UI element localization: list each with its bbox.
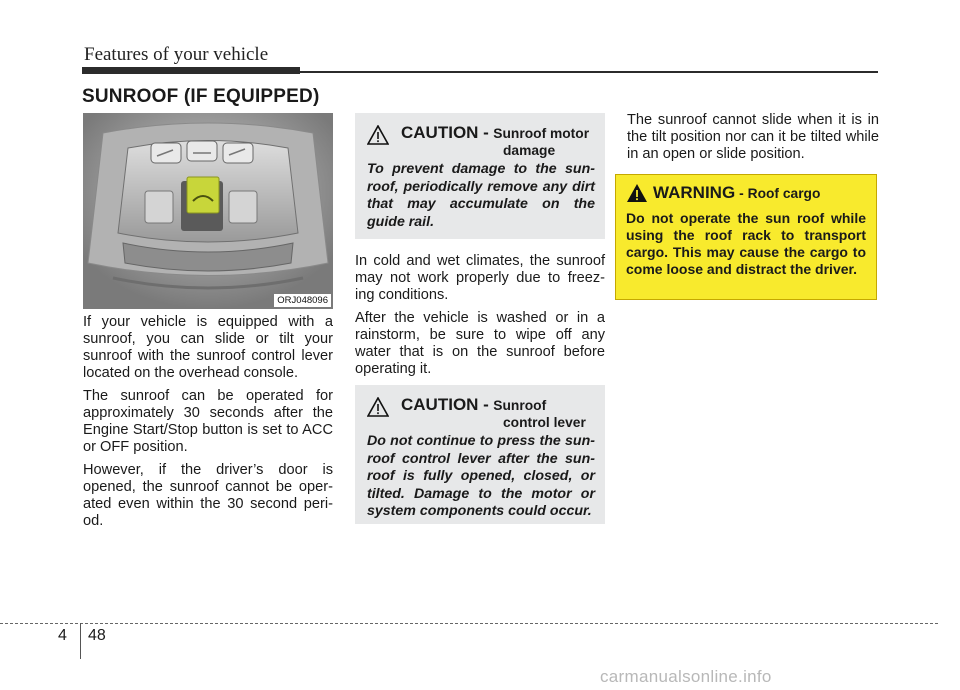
warning-label: WARNING: [653, 183, 736, 202]
overhead-console-illustration: [83, 113, 333, 309]
caution-heading: [367, 395, 595, 433]
header-rule-thin: [300, 71, 878, 73]
footer-divider: [80, 623, 81, 659]
footer-dashed-rule: [0, 623, 938, 624]
paragraph: The sunroof cannot slide when it is in the tilt position nor can it be tilted while in an open or slide position.: [627, 112, 879, 162]
column-1-text: [83, 314, 333, 536]
caution-subtitle: Sunroof: [493, 398, 547, 413]
caution-body: Do not continue to press the sun- roof control lever after the sun- roof is fully opened, closed, or tilted. Damage to the motor or system components could occur.: [367, 433, 595, 519]
caution-subtitle-line2: damage: [503, 143, 556, 158]
caution-body: To prevent damage to the sun- roof, periodically remove any dirt that may accumulate on the guide rail.: [367, 161, 595, 230]
photo-caption: ORJ048096: [274, 294, 331, 307]
caution-box-control-lever: [355, 385, 605, 524]
column-3-text: [627, 112, 879, 169]
caution-box-sunroof-motor: [355, 113, 605, 239]
paragraph: However, if the driver’s door is opened, the sunroof cannot be oper- ated even within the 30 second peri- od.: [83, 462, 333, 529]
paragraph: The sunroof can be operated for approximately 30 seconds after the Engine Start/Stop button is set to ACC or OFF position.: [83, 388, 333, 455]
warning-box-roof-cargo: [615, 174, 877, 300]
caution-label: CAUTION -: [401, 395, 489, 414]
caution-subtitle-line2: control lever: [503, 415, 586, 430]
paragraph: After the vehicle is washed or in a rainstorm, be sure to wipe off any water that is on the sunroof before operating it.: [355, 310, 605, 377]
warning-triangle-icon: [626, 183, 648, 203]
column-2-text: [355, 253, 605, 384]
warning-heading: [626, 183, 866, 203]
page-header-title: Features of your vehicle: [84, 44, 269, 65]
warning-subtitle: - Roof cargo: [739, 185, 821, 201]
warning-body: Do not operate the sun roof while using the roof rack to transport cargo. This may cause the cargo to come loose and distract the driver.: [626, 210, 866, 277]
chapter-number: 4: [58, 627, 67, 644]
header-rule-thick: [82, 67, 300, 74]
overhead-console-photo: [83, 113, 333, 309]
watermark: carmanualsonline.info: [600, 667, 772, 686]
paragraph: In cold and wet climates, the sunroof may not work properly due to freez- ing conditions.: [355, 253, 605, 303]
paragraph: If your vehicle is equipped with a sunroof, you can slide or tilt your sunroof with the sunroof control lever located on the overhead console.: [83, 314, 333, 381]
caution-heading: [367, 123, 595, 161]
caution-label: CAUTION -: [401, 123, 489, 142]
page-number: 48: [88, 627, 106, 644]
caution-triangle-icon: [367, 397, 389, 417]
section-title: SUNROOF (IF EQUIPPED): [82, 86, 320, 107]
caution-subtitle: Sunroof motor: [493, 126, 590, 141]
caution-triangle-icon: [367, 125, 389, 145]
